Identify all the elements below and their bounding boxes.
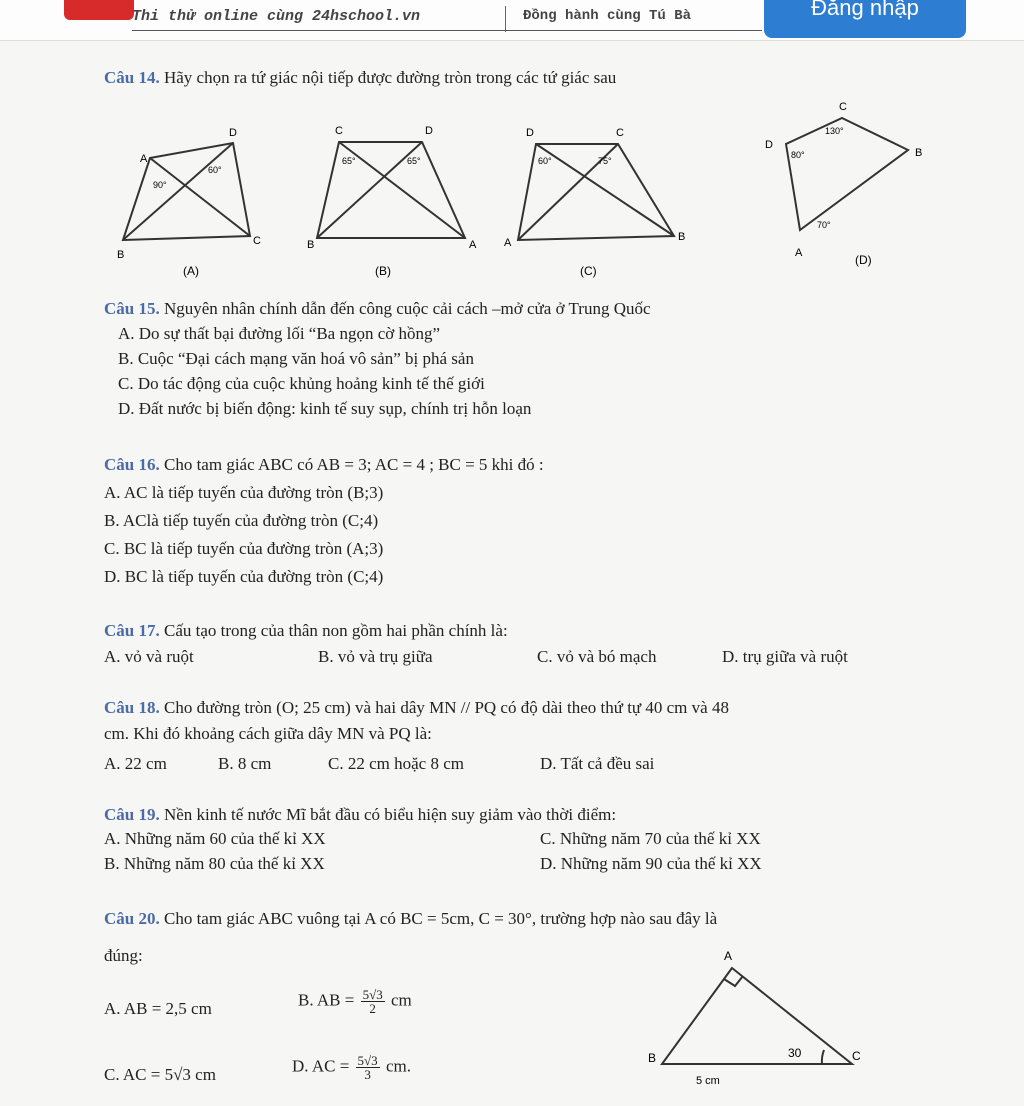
fig-c-label-d: D	[526, 127, 534, 139]
q18-number: Câu 18.	[104, 698, 160, 717]
q20-triangle-figure	[640, 944, 870, 1094]
fig-c-caption: (C)	[580, 264, 597, 278]
q17-text: Cấu tạo trong của thân non gồm hai phần chính là:	[163, 621, 508, 640]
q17-title	[104, 620, 508, 642]
q20-option-d[interactable]	[292, 1054, 411, 1081]
q20-title	[104, 908, 717, 930]
q20-option-d-fraction	[356, 1054, 380, 1081]
q15-option-b[interactable]: B. Cuộc “Đại cách mạng văn hoá vô sản” bị phá sản	[118, 349, 474, 368]
q20-text: Cho tam giác ABC vuông tại A có BC = 5cm, C = 30°, trường hợp nào sau đây là	[163, 909, 718, 928]
q19-option-b[interactable]: B. Những năm 80 của thế kỉ XX	[104, 854, 325, 873]
q14-figure-a	[105, 118, 285, 280]
fig-d-caption: (D)	[855, 253, 872, 267]
fig-d-angle-a: 70°	[817, 220, 831, 230]
login-button[interactable]: Đăng nhập	[764, 0, 966, 38]
q18-text-line1: Cho đường tròn (O; 25 cm) và hai dây MN // PQ có độ dài theo thứ tự 40 cm và 48	[163, 698, 729, 717]
q20-option-b-denominator: 2	[369, 1001, 376, 1016]
fig-d-angle-d: 80°	[791, 150, 805, 160]
q19-option-c[interactable]: C. Những năm 70 của thế kỉ XX	[540, 829, 761, 848]
q18-option-b[interactable]: B. 8 cm	[218, 754, 272, 773]
fig-b-angle-2: 65°	[407, 156, 421, 166]
fig-b-angle-1: 65°	[342, 156, 356, 166]
fig-a-label-d: D	[229, 127, 237, 139]
q14-title	[104, 67, 616, 89]
fig-c-label-a: A	[504, 237, 512, 249]
q15-text: Nguyên nhân chính dẫn đến công cuộc cải cách –mở cửa ở Trung Quốc	[163, 299, 651, 318]
q15-option-c[interactable]: C. Do tác động của cuộc khủng hoảng kinh tế thế giới	[118, 374, 485, 393]
header-slogan: Đồng hành cùng Tú Bà	[523, 8, 692, 24]
q19-number: Câu 19.	[104, 805, 160, 824]
q17-option-a[interactable]: A. vỏ và ruột	[104, 647, 194, 666]
q14-text: Hãy chọn ra tứ giác nội tiếp được đường tròn trong các tứ giác sau	[163, 68, 617, 87]
q20-label-c: C	[852, 1049, 861, 1063]
q20-number: Câu 20.	[104, 909, 160, 928]
q16-text: Cho tam giác ABC có AB = 3; AC = 4 ; BC = 5 khi đó :	[163, 455, 544, 474]
q20-option-b-fraction	[361, 988, 385, 1015]
q20-option-d-prefix: D. AC =	[292, 1056, 350, 1076]
q18-text-line2: cm. Khi đó khoảng cách giữa dây MN và PQ là:	[104, 724, 432, 743]
fig-d-label-b: B	[915, 147, 923, 159]
q20-option-b-numerator: 5√3	[362, 987, 383, 1002]
q17-option-c[interactable]: C. vỏ và bó mạch	[537, 647, 657, 666]
q20-option-b-unit: cm	[391, 990, 412, 1010]
top-bar	[0, 0, 1024, 41]
q16-title	[104, 454, 544, 476]
q19-text: Nền kinh tế nước Mĩ bắt đầu có biểu hiện suy giảm vào thời điểm:	[163, 805, 617, 824]
q20-option-a[interactable]: A. AB = 2,5 cm	[104, 999, 212, 1018]
q19-option-d[interactable]: D. Những năm 90 của thế kỉ XX	[540, 854, 762, 873]
q15-option-a[interactable]: A. Do sự thất bại đường lối “Ba ngọn cờ hồng”	[118, 324, 441, 343]
q20-side-label: 5 cm	[696, 1075, 720, 1087]
q18-option-a[interactable]: A. 22 cm	[104, 754, 167, 773]
q20-label-a: A	[724, 949, 733, 963]
fig-b-label-a: A	[469, 239, 477, 251]
q20-option-d-denominator: 3	[364, 1067, 371, 1082]
q15-option-d[interactable]: D. Đất nước bị biến động: kinh tế suy sụp, chính trị hỗn loạn	[118, 399, 532, 418]
q20-text-line2: đúng:	[104, 946, 143, 965]
header-site-text: Thi thử online cùng 24hschool.vn	[132, 8, 421, 25]
q16-option-a[interactable]: A. AC là tiếp tuyến của đường tròn (B;3)	[104, 483, 384, 502]
fig-a-angle-1: 60°	[208, 165, 222, 175]
q18-option-c[interactable]: C. 22 cm hoặc 8 cm	[328, 754, 464, 773]
q18-title	[104, 697, 729, 719]
q15-number: Câu 15.	[104, 299, 160, 318]
q20-label-b: B	[648, 1051, 657, 1065]
q20-option-c[interactable]: C. AC = 5√3 cm	[104, 1065, 216, 1084]
q14-number: Câu 14.	[104, 68, 160, 87]
q19-option-a[interactable]: A. Những năm 60 của thế kỉ XX	[104, 829, 326, 848]
fig-d-label-c: C	[839, 101, 847, 113]
fig-a-caption: (A)	[183, 264, 199, 278]
site-logo[interactable]	[64, 0, 134, 20]
q19-title	[104, 804, 616, 826]
fig-b-label-d: D	[425, 125, 433, 137]
q14-figure-c	[500, 118, 700, 280]
fig-c-label-c: C	[616, 127, 624, 139]
q15-title	[104, 298, 651, 320]
fig-d-label-a: A	[795, 247, 803, 259]
q16-option-b[interactable]: B. AClà tiếp tuyến của đường tròn (C;4)	[104, 511, 379, 530]
q16-option-c[interactable]: C. BC là tiếp tuyến của đường tròn (A;3)	[104, 539, 384, 558]
fig-a-label-b: B	[117, 249, 125, 261]
q17-option-b[interactable]: B. vỏ và trụ giữa	[318, 647, 433, 666]
q20-option-b[interactable]	[298, 988, 412, 1015]
q16-option-d[interactable]: D. BC là tiếp tuyến của đường tròn (C;4)	[104, 567, 384, 586]
fig-c-label-b: B	[678, 231, 686, 243]
fig-a-label-a: A	[140, 153, 148, 165]
fig-b-label-b: B	[307, 239, 315, 251]
fig-c-angle-2: 75°	[598, 156, 612, 166]
fig-c-angle-1: 60°	[538, 156, 552, 166]
fig-b-caption: (B)	[375, 264, 391, 278]
q14-figure-d	[755, 92, 945, 280]
q18-option-d[interactable]: D. Tất cả đều sai	[540, 754, 655, 773]
q14-figure-b	[305, 118, 490, 280]
q20-option-d-unit: cm.	[385, 1056, 411, 1076]
q20-angle-label: 30	[788, 1046, 802, 1060]
header-divider	[505, 6, 506, 32]
q16-number: Câu 16.	[104, 455, 160, 474]
fig-a-label-c: C	[253, 235, 261, 247]
q17-number: Câu 17.	[104, 621, 160, 640]
fig-d-angle-c: 130°	[825, 126, 844, 136]
q20-option-b-prefix: B. AB =	[298, 990, 355, 1010]
fig-d-label-d: D	[765, 139, 773, 151]
q17-option-d[interactable]: D. trụ giữa và ruột	[722, 647, 848, 666]
fig-a-angle-2: 90°	[153, 180, 167, 190]
q20-option-d-numerator: 5√3	[357, 1053, 378, 1068]
header-underline	[132, 30, 762, 31]
fig-b-label-c: C	[335, 125, 343, 137]
